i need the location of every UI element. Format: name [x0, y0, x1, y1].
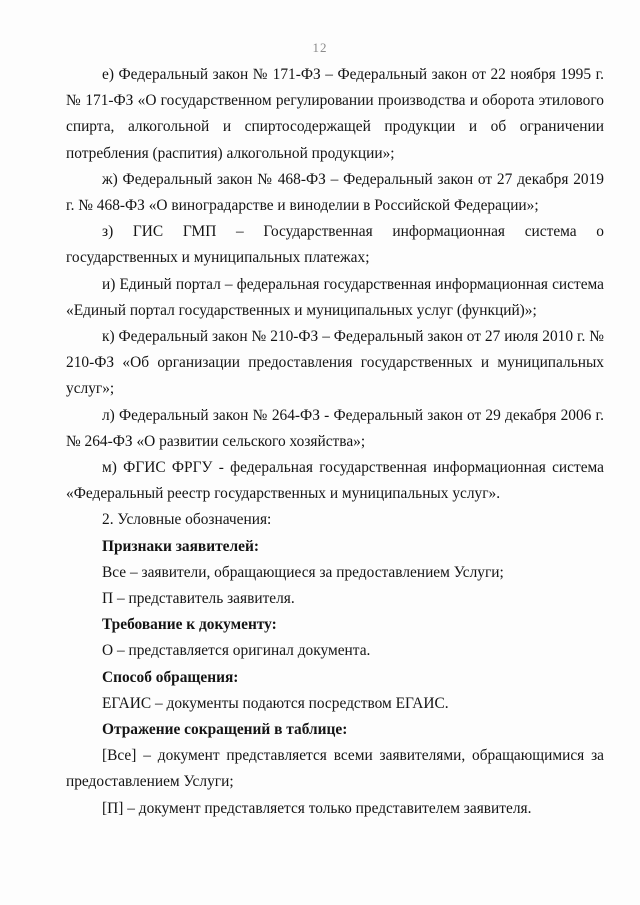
applicant-sign-all: Все – заявители, обращающиеся за предоставлением Услуги;	[102, 563, 504, 581]
paragraph-z: з) ГИС ГМП – Государственная информационная система о государственных и муниципальных платежах;	[66, 223, 604, 267]
paragraph-m: м) ФГИС ФРГУ - федеральная государственная информационная система «Федеральный реестр государственных и муниципальных услуг».	[66, 459, 604, 503]
section-title: 2. Условные обозначения:	[102, 511, 272, 529]
table-abbreviations-heading: Отражение сокращений в таблице:	[102, 721, 348, 739]
submission-method-heading: Способ обращения:	[102, 668, 239, 686]
paragraph-k: к) Федеральный закон № 210-ФЗ – Федеральный закон от 27 июля 2010 г. № 210-ФЗ «Об организации предоставления государственных и муниципальных услуг»;	[66, 328, 604, 398]
page-number: 12	[312, 40, 328, 55]
table-abbreviation-all: [Все] – документ представляется всеми заявителями, обращающимися за предоставлением Услуги;	[66, 747, 604, 791]
paragraph-zh: ж) Федеральный закон № 468-ФЗ – Федеральный закон от 27 декабря 2019 г. № 468-ФЗ «О виноградарстве и виноделии в Российской Федерации»;	[66, 170, 604, 215]
paragraph-l: л) Федеральный закон № 264-ФЗ - Федеральный закон от 29 декабря 2006 г. № 264-ФЗ «О развитии сельского хозяйства»;	[66, 406, 604, 450]
document-requirement-heading: Требование к документу:	[102, 616, 277, 634]
table-abbreviation-representative: [П] – документ представляется только представителем заявителя.	[102, 799, 532, 817]
submission-method-egais: ЕГАИС – документы подаются посредством ЕГАИС.	[102, 694, 449, 712]
paragraph-e: е) Федеральный закон № 171-ФЗ – Федеральный закон от 22 ноября 1995 г. № 171-ФЗ «О государственном регулировании производства и оборота этилового спирта, алкогольной и спиртосодержащей продукции и об ограничении потребления (распития) алкогольной продукции»;	[66, 66, 604, 162]
applicant-signs-heading: Признаки заявителей:	[102, 537, 259, 555]
document-requirement-original: О – представляется оригинал документа.	[102, 642, 371, 660]
document-body	[66, 62, 604, 822]
applicant-sign-representative: П – представитель заявителя.	[102, 590, 295, 608]
paragraph-i: и) Единый портал – федеральная государственная информационная система «Единый портал государственных и муниципальных услуг (функций)»;	[66, 275, 604, 319]
